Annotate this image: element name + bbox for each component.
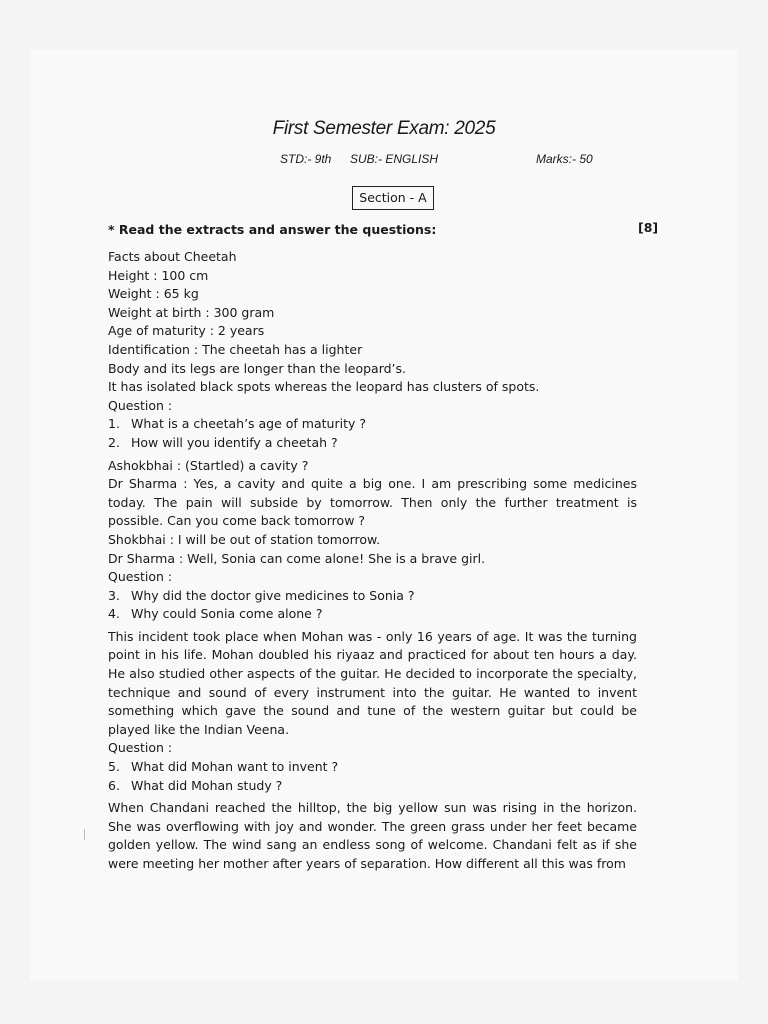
question-text: What did Mohan want to invent ?: [131, 759, 339, 775]
question-number: 2.: [108, 434, 120, 450]
question-number: 3.: [108, 587, 120, 603]
margin-mark: [84, 829, 85, 840]
extract-line: Height : 100 cm: [108, 267, 209, 283]
question-item: [108, 434, 637, 453]
question-item: [108, 777, 637, 796]
extract-line: Dr Sharma : Well, Sonia can come alone! She is a brave girl.: [108, 550, 486, 566]
question-item: [108, 758, 637, 777]
question-item: [108, 415, 637, 434]
extract-mohan: [108, 628, 637, 795]
extract-dentist: [108, 457, 637, 624]
question-number: 1.: [108, 416, 120, 432]
question-text: What is a cheetah’s age of maturity ?: [131, 416, 366, 432]
question-text: What did Mohan study ?: [131, 777, 283, 793]
extract-line: It has isolated black spots whereas the leopard has clusters of spots.: [108, 379, 540, 395]
extract-paragraph: When Chandani reached the hilltop, the big yellow sun was rising in the horizon. She was overflowing with joy and wonder. The green grass under her feet became golden yellow. The wind sang an endless song of welcome. Chandani felt as if she were meeting her mother after years of separation. How different all this was from: [108, 800, 637, 871]
extract-line: Shokbhai : I will be out of station tomorrow.: [108, 531, 381, 547]
std-label: STD:- 9th: [280, 152, 332, 166]
extract-line: Weight at birth : 300 gram: [108, 304, 275, 320]
question-number: 5.: [108, 759, 120, 775]
extract-paragraph: Dr Sharma : Yes, a cavity and quite a big one. I am prescribing some medicines today. The pain will subside by tomorrow. Then only the further treatment is possible. Can you come back tomorrow ?: [108, 476, 637, 529]
extract-line: Identification : The cheetah has a lighter: [108, 341, 363, 357]
question-label: Question :: [108, 740, 173, 756]
extract-line: Age of maturity : 2 years: [108, 323, 265, 339]
extract-chandani: [108, 799, 637, 873]
question-label: Question :: [108, 569, 173, 585]
question-text: How will you identify a cheetah ?: [131, 434, 338, 450]
question-item: [108, 605, 637, 624]
section-heading: Section - A: [352, 186, 434, 210]
question-number: 4.: [108, 606, 120, 622]
exam-title: First Semester Exam: 2025: [272, 118, 496, 139]
extracts: [108, 248, 637, 874]
extract-cheetah: [108, 248, 637, 453]
question-item: [108, 587, 637, 606]
instruction-text: * Read the extracts and answer the questions:: [108, 222, 437, 237]
question-number: 6.: [108, 777, 120, 793]
extract-paragraph: This incident took place when Mohan was - only 16 years of age. It was the turning point in his life. Mohan doubled his riyaaz and practiced for about ten hours a day. He also studied other aspects of the guitar. He decided to incorporate the specialty, technique and sound of every instrument into the guitar. He wanted to invent something which gave the sound and tune of the western guitar but could be played like the Indian Veena.: [108, 628, 637, 737]
question-text: Why could Sonia come alone ?: [131, 606, 323, 622]
extract-line: Facts about Cheetah: [108, 249, 237, 264]
subject-label: SUB:- ENGLISH: [350, 152, 439, 166]
question-label: Question :: [108, 397, 173, 413]
extract-line: Body and its legs are longer than the leopard’s.: [108, 360, 407, 376]
extract-line: Weight : 65 kg: [108, 286, 199, 302]
section-marks: [8]: [638, 220, 659, 235]
question-text: Why did the doctor give medicines to Sonia ?: [131, 587, 415, 603]
marks-label: Marks:- 50: [536, 152, 593, 166]
extract-line: Ashokbhai : (Startled) a cavity ?: [108, 457, 309, 473]
